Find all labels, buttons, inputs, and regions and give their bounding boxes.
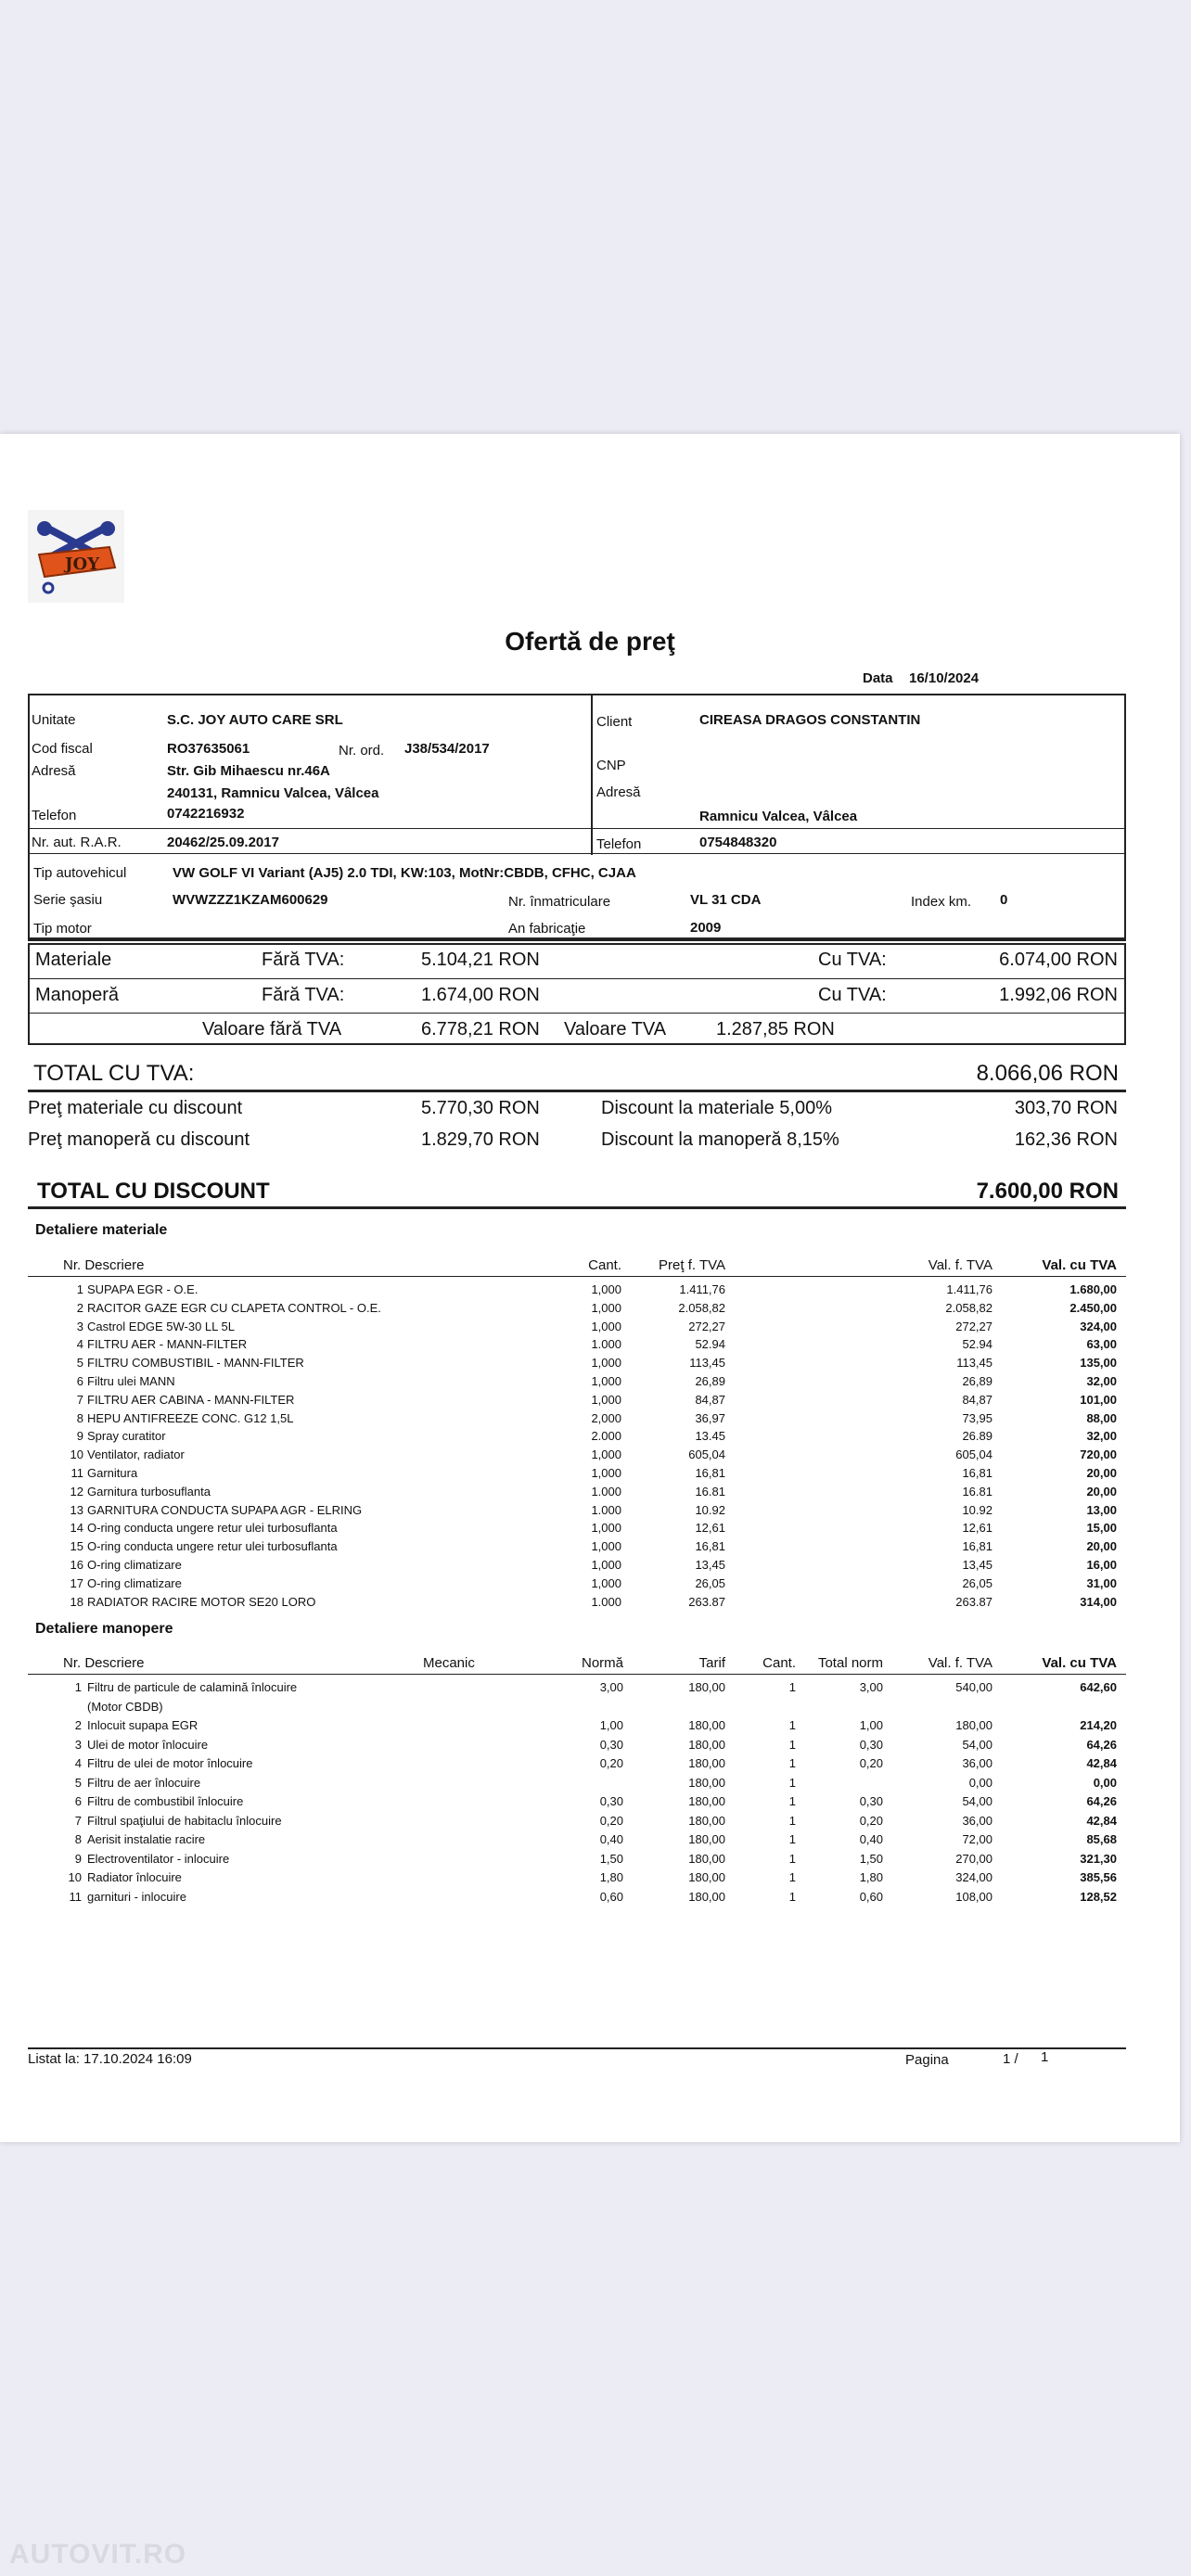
material-cell-nr: 15 [70, 1539, 83, 1554]
labor-header-valtva: Val. cu TVA [1042, 1655, 1117, 1671]
material-cell-desc: Castrol EDGE 5W-30 LL 5L [87, 1319, 235, 1333]
material-cell-pret: 13,45 [695, 1558, 725, 1572]
date-value: 16/10/2024 [909, 670, 980, 686]
materiale-fara-tva-label: Fără TVA: [262, 950, 345, 970]
material-cell-desc: O-ring conducta ungere retur ulei turbosuflanta [87, 1539, 338, 1554]
unit-adresa-line2: 240131, Ramnicu Valcea, Vâlcea [167, 785, 379, 801]
material-cell-val: 16,81 [962, 1466, 992, 1480]
nr-ord-value: J38/534/2017 [404, 741, 490, 757]
material-cell-cant: 1,000 [591, 1521, 621, 1536]
material-cell-cant: 2.000 [591, 1429, 621, 1444]
labor-cell-valtva: 385,56 [1080, 1870, 1117, 1884]
client-telefon-value: 0754848320 [699, 835, 777, 850]
material-cell-valtva: 88,00 [1086, 1410, 1117, 1425]
manopera-fara-tva-label: Fără TVA: [262, 985, 345, 1005]
material-cell-cant: 1,000 [591, 1447, 621, 1462]
total-tva-label: TOTAL CU TVA: [33, 1061, 195, 1086]
material-cell-cant: 1,000 [591, 1356, 621, 1371]
labor-cell-cant: 1 [788, 1756, 796, 1770]
labor-cell-desc: Filtru de combustibil înlocuire [87, 1794, 244, 1808]
material-cell-val: 16.81 [962, 1484, 992, 1498]
material-cell-pret: 52.94 [695, 1337, 725, 1352]
material-cell-nr: 17 [70, 1575, 83, 1590]
labor-cell-norma: 0,20 [599, 1813, 623, 1828]
client-adresa-label: Adresă [596, 784, 641, 800]
nr-ord-label: Nr. ord. [339, 743, 385, 759]
material-cell-val: 1.411,76 [946, 1282, 992, 1296]
material-cell-val: 2.058,82 [945, 1300, 992, 1315]
labor-cell-tarif: 180,00 [688, 1870, 725, 1884]
material-cell-desc: RACITOR GAZE EGR CU CLAPETA CONTROL - O.E. [87, 1300, 381, 1315]
material-cell-pret: 84,87 [695, 1392, 725, 1407]
unit-adresa-line1: Str. Gib Mihaescu nr.46A [167, 763, 330, 779]
material-cell-cant: 1,000 [591, 1319, 621, 1333]
labor-cell-val: 180,00 [955, 1718, 992, 1732]
material-cell-nr: 10 [70, 1447, 83, 1462]
material-cell-pret: 2.058,82 [678, 1300, 725, 1315]
labor-cell-valtva: 321,30 [1080, 1851, 1117, 1866]
materials-header-pret: Preţ f. TVA [659, 1257, 725, 1273]
labor-cell-norma: 3,00 [599, 1680, 623, 1694]
page-total: 1 [1041, 2049, 1049, 2065]
labor-header-cant: Cant. [762, 1655, 796, 1671]
material-cell-desc: O-ring climatizare [87, 1558, 182, 1572]
km-value: 0 [1000, 892, 1008, 908]
listed-at: Listat la: 17.10.2024 16:09 [28, 2051, 192, 2067]
material-cell-cant: 1,000 [591, 1558, 621, 1572]
rar-label: Nr. aut. R.A.R. [32, 835, 122, 850]
manopera-cu-tva-value: 1.992,06 RON [999, 985, 1118, 1005]
material-cell-nr: 8 [76, 1410, 83, 1425]
labor-cell-valtva: 128,52 [1080, 1889, 1117, 1904]
materiale-cu-tva-value: 6.074,00 RON [999, 950, 1118, 970]
labor-cell-val: 540,00 [955, 1680, 992, 1694]
material-cell-nr: 14 [70, 1521, 83, 1536]
material-cell-val: 263.87 [955, 1594, 992, 1609]
labor-cell-nr: 4 [74, 1756, 82, 1770]
labor-cell-nr: 11 [69, 1889, 82, 1904]
material-cell-val: 113,45 [956, 1356, 992, 1371]
material-cell-valtva: 720,00 [1080, 1447, 1117, 1462]
manopera-label: Manoperă [35, 985, 120, 1005]
labor-cell-val: 0,00 [968, 1775, 992, 1790]
material-cell-desc: RADIATOR RACIRE MOTOR SE20 LORO [87, 1594, 316, 1609]
material-cell-pret: 605,04 [688, 1447, 725, 1462]
material-cell-valtva: 101,00 [1080, 1392, 1117, 1407]
material-cell-pret: 1.411,76 [679, 1282, 725, 1296]
labor-cell-tarif: 180,00 [688, 1737, 725, 1752]
pret-materiale-discount-label: Preţ materiale cu discount [28, 1098, 243, 1118]
manopera-fara-tva-value: 1.674,00 RON [421, 985, 540, 1005]
material-cell-nr: 7 [76, 1392, 83, 1407]
vin-label: Serie şasiu [33, 892, 103, 908]
discount-manopera-label: Discount la manoperă 8,15% [601, 1129, 839, 1150]
material-cell-nr: 16 [70, 1558, 83, 1572]
labor-cell-cant: 1 [788, 1832, 796, 1846]
labor-cell-desc: garnituri - inlocuire [87, 1889, 186, 1904]
materials-header-cant: Cant. [588, 1257, 621, 1273]
labor-cell-cant: 1 [788, 1870, 796, 1884]
material-cell-cant: 1.000 [591, 1502, 621, 1517]
labor-header-norma: Normă [581, 1655, 623, 1671]
material-cell-desc: Garnitura turbosuflanta [87, 1484, 211, 1498]
material-cell-cant: 1,000 [591, 1539, 621, 1554]
material-cell-nr: 3 [76, 1319, 83, 1333]
year-value: 2009 [690, 920, 722, 936]
labor-cell-nr: 3 [74, 1737, 82, 1752]
material-cell-desc: SUPAPA EGR - O.E. [87, 1282, 198, 1296]
labor-cell-total: 1,00 [859, 1718, 883, 1732]
material-cell-valtva: 16,00 [1086, 1558, 1117, 1572]
labor-cell-norma: 0,20 [599, 1756, 623, 1770]
valoare-tva-label: Valoare TVA [564, 1019, 667, 1039]
svg-text:JOY: JOY [65, 555, 100, 574]
labor-cell-norma: 1,80 [599, 1870, 623, 1884]
labor-cell-nr: 10 [68, 1870, 82, 1884]
pret-materiale-discount-value: 5.770,30 RON [421, 1098, 540, 1118]
labor-cell-desc: Radiator înlocuire [87, 1870, 182, 1884]
labor-cell-nr: 8 [74, 1832, 82, 1846]
labor-cell-cant: 1 [788, 1680, 796, 1694]
client-telefon-label: Telefon [596, 836, 642, 852]
client-label: Client [596, 714, 633, 730]
material-cell-valtva: 314,00 [1080, 1594, 1117, 1609]
labor-section-title: Detaliere manopere [35, 1621, 173, 1637]
labor-cell-desc: Filtru de aer înlocuire [87, 1775, 201, 1790]
labor-cell-total: 0,30 [859, 1794, 883, 1808]
labor-cell-tarif: 180,00 [688, 1775, 725, 1790]
material-cell-pret: 26,89 [695, 1374, 725, 1388]
total-discount-value: 7.600,00 RON [976, 1179, 1119, 1204]
labor-cell-tarif: 180,00 [688, 1756, 725, 1770]
material-cell-val: 13,45 [962, 1558, 992, 1572]
date-label: Data [863, 670, 893, 686]
material-cell-val: 26,05 [962, 1575, 992, 1590]
engine-type-label: Tip motor [33, 921, 92, 937]
material-cell-pret: 272,27 [688, 1319, 725, 1333]
material-cell-val: 52.94 [962, 1337, 992, 1352]
valoare-fara-tva-value: 6.778,21 RON [421, 1019, 540, 1039]
labor-cell-desc: Filtru de particule de calamină înlocuire [87, 1680, 298, 1694]
labor-cell-norma: 0,30 [599, 1737, 623, 1752]
valoare-fara-tva-label: Valoare fără TVA [202, 1019, 342, 1039]
unit-telefon-label: Telefon [32, 808, 77, 823]
material-cell-desc: FILTRU AER CABINA - MANN-FILTER [87, 1392, 295, 1407]
material-cell-nr: 5 [76, 1356, 83, 1371]
labor-cell-cant: 1 [788, 1794, 796, 1808]
labor-cell-valtva: 64,26 [1086, 1794, 1117, 1808]
labor-cell-norma: 0,40 [599, 1832, 623, 1846]
vehicle-type-value: VW GOLF VI Variant (AJ5) 2.0 TDI, KW:103, MotNr:CBDB, CFHC, CJAA [173, 865, 636, 881]
labor-cell-tarif: 180,00 [688, 1718, 725, 1732]
material-cell-cant: 1,000 [591, 1374, 621, 1388]
materials-header-val: Val. f. TVA [928, 1257, 992, 1273]
labor-cell-total: 0,30 [859, 1737, 883, 1752]
material-cell-val: 73,95 [962, 1410, 992, 1425]
material-cell-desc: FILTRU AER - MANN-FILTER [87, 1337, 248, 1352]
unit-telefon-value: 0742216932 [167, 806, 245, 822]
material-cell-valtva: 2.450,00 [1069, 1300, 1117, 1315]
km-label: Index km. [911, 894, 972, 910]
total-discount-label: TOTAL CU DISCOUNT [37, 1179, 270, 1204]
labor-cell-val: 36,00 [962, 1813, 992, 1828]
labor-cell-total: 0,20 [859, 1813, 883, 1828]
labor-cell-tarif: 180,00 [688, 1832, 725, 1846]
labor-cell-tarif: 180,00 [688, 1680, 725, 1694]
labor-cell-cant: 1 [788, 1851, 796, 1866]
labor-cell-val: 108,00 [955, 1889, 992, 1904]
material-cell-pret: 113,45 [689, 1356, 725, 1371]
vehicle-type-label: Tip autovehicul [33, 865, 127, 881]
labor-cell-norma: 1,50 [599, 1851, 623, 1866]
labor-header-val: Val. f. TVA [928, 1655, 992, 1671]
material-cell-nr: 1 [76, 1282, 83, 1296]
materiale-cu-tva-label: Cu TVA: [818, 950, 887, 970]
material-cell-valtva: 135,00 [1080, 1356, 1117, 1371]
labor-cell-total: 3,00 [859, 1680, 883, 1694]
material-cell-pret: 13.45 [695, 1429, 725, 1444]
material-cell-desc: Ventilator, radiator [87, 1447, 185, 1462]
labor-cell-desc: Aerisit instalatie racire [87, 1832, 206, 1846]
vin-value: WVWZZZ1KZAM600629 [173, 892, 328, 908]
labor-cell-nr: 2 [74, 1718, 82, 1732]
material-cell-cant: 1,000 [591, 1300, 621, 1315]
labor-cell-valtva: 85,68 [1086, 1832, 1117, 1846]
material-cell-cant: 1,000 [591, 1282, 621, 1296]
labor-cell-tarif: 180,00 [688, 1794, 725, 1808]
material-cell-val: 16,81 [962, 1539, 992, 1554]
labor-header-nr: Nr. Descriere [63, 1655, 145, 1671]
material-cell-pret: 16,81 [695, 1466, 725, 1480]
labor-cell-norma: 0,30 [599, 1794, 623, 1808]
material-cell-desc: Spray curatitor [87, 1429, 166, 1444]
labor-cell-total: 0,20 [859, 1756, 883, 1770]
pret-manopera-discount-label: Preţ manoperă cu discount [28, 1129, 250, 1150]
discount-materiale-value: 303,70 RON [1014, 1098, 1118, 1118]
material-cell-valtva: 32,00 [1086, 1374, 1117, 1388]
labor-cell-cant: 1 [788, 1737, 796, 1752]
rar-value: 20462/25.09.2017 [167, 835, 279, 850]
labor-cell-val: 54,00 [962, 1794, 992, 1808]
company-logo [28, 510, 124, 603]
material-cell-pret: 10.92 [695, 1502, 725, 1517]
labor-cell-norma: 0,60 [599, 1889, 623, 1904]
labor-cell-desc: Electroventilator - inlocuire [87, 1851, 230, 1866]
page-number: 1 / [1003, 2051, 1018, 2067]
material-cell-val: 272,27 [955, 1319, 992, 1333]
labor-cell-total: 1,80 [859, 1870, 883, 1884]
plate-value: VL 31 CDA [690, 892, 762, 908]
cod-fiscal-label: Cod fiscal [32, 741, 93, 757]
labor-cell-val: 72,00 [962, 1832, 992, 1846]
labor-cell-valtva: 42,84 [1086, 1813, 1117, 1828]
labor-cell-tarif: 180,00 [688, 1813, 725, 1828]
labor-header-tarif: Tarif [698, 1655, 725, 1671]
material-cell-cant: 1.000 [591, 1484, 621, 1498]
material-cell-cant: 1.000 [591, 1594, 621, 1609]
material-cell-valtva: 20,00 [1086, 1466, 1117, 1480]
labor-cell-nr: 6 [74, 1794, 82, 1808]
labor-header-mecanic: Mecanic [423, 1655, 475, 1671]
material-cell-valtva: 15,00 [1086, 1521, 1117, 1536]
material-cell-cant: 1,000 [591, 1575, 621, 1590]
material-cell-pret: 36,97 [695, 1410, 725, 1425]
material-cell-desc: HEPU ANTIFREEZE CONC. G12 1,5L [87, 1410, 294, 1425]
labor-cell-valtva: 0,00 [1093, 1775, 1117, 1790]
material-cell-desc: Filtru ulei MANN [87, 1374, 175, 1388]
labor-cell-cant: 1 [788, 1813, 796, 1828]
material-cell-pret: 16.81 [695, 1484, 725, 1498]
material-cell-val: 605,04 [955, 1447, 992, 1462]
labor-cell-cant: 1 [788, 1775, 796, 1790]
watermark: AUTOVIT.RO [9, 2539, 187, 2570]
material-cell-desc: Garnitura [87, 1466, 138, 1480]
labor-cell-nr: 5 [74, 1775, 82, 1790]
material-cell-nr: 2 [76, 1300, 83, 1315]
labor-cell-val: 270,00 [955, 1851, 992, 1866]
labor-cell-norma: 1,00 [599, 1718, 623, 1732]
labor-cell-val: 324,00 [955, 1870, 992, 1884]
materials-section-title: Detaliere materiale [35, 1222, 168, 1238]
labor-cell-nr: 9 [74, 1851, 82, 1866]
valoare-tva-value: 1.287,85 RON [716, 1019, 835, 1039]
materiale-fara-tva-value: 5.104,21 RON [421, 950, 540, 970]
document-page [0, 434, 1180, 2142]
labor-cell-total: 0,40 [859, 1832, 883, 1846]
material-cell-desc: FILTRU COMBUSTIBIL - MANN-FILTER [87, 1356, 304, 1371]
material-cell-nr: 9 [76, 1429, 83, 1444]
labor-cell-valtva: 214,20 [1080, 1718, 1117, 1732]
material-cell-val: 10.92 [962, 1502, 992, 1517]
labor-cell-nr: 1 [74, 1680, 82, 1694]
material-cell-valtva: 31,00 [1086, 1575, 1117, 1590]
cnp-label: CNP [596, 758, 626, 773]
labor-cell-total: 0,60 [859, 1889, 883, 1904]
materials-header-nr: Nr. Descriere [63, 1257, 145, 1273]
client-value: CIREASA DRAGOS CONSTANTIN [699, 712, 921, 728]
materiale-label: Materiale [35, 950, 112, 970]
material-cell-nr: 11 [70, 1466, 83, 1480]
labor-cell-valtva: 64,26 [1086, 1737, 1117, 1752]
labor-cell-val: 54,00 [962, 1737, 992, 1752]
labor-cell-val: 36,00 [962, 1756, 992, 1770]
labor-cell-tarif: 180,00 [688, 1889, 725, 1904]
total-tva-value: 8.066,06 RON [976, 1061, 1119, 1086]
material-cell-valtva: 1.680,00 [1069, 1282, 1117, 1296]
material-cell-desc: O-ring conducta ungere retur ulei turbosuflanta [87, 1521, 338, 1536]
material-cell-val: 84,87 [962, 1392, 992, 1407]
material-cell-cant: 1,000 [591, 1466, 621, 1480]
material-cell-pret: 263.87 [688, 1594, 725, 1609]
unit-value: S.C. JOY AUTO CARE SRL [167, 712, 343, 728]
manopera-cu-tva-label: Cu TVA: [818, 985, 887, 1005]
material-cell-valtva: 20,00 [1086, 1539, 1117, 1554]
labor-cell-tarif: 180,00 [688, 1851, 725, 1866]
material-cell-cant: 1.000 [591, 1337, 621, 1352]
page-label: Pagina [905, 2052, 949, 2068]
material-cell-desc: O-ring climatizare [87, 1575, 182, 1590]
page-title: Ofertă de preţ [505, 627, 675, 656]
unit-label: Unitate [32, 712, 76, 728]
material-cell-valtva: 324,00 [1080, 1319, 1117, 1333]
labor-cell-desc: Filtru de ulei de motor înlocuire [87, 1756, 253, 1770]
labor-cell-desc: Filtrul spaţiului de habitaclu înlocuire [87, 1813, 282, 1828]
material-cell-val: 12,61 [962, 1521, 992, 1536]
unit-adresa-label: Adresă [32, 763, 76, 779]
labor-cell-cant: 1 [788, 1889, 796, 1904]
material-cell-nr: 12 [70, 1484, 83, 1498]
labor-cell-desc: Inlocuit supapa EGR [87, 1718, 198, 1732]
client-adresa-value: Ramnicu Valcea, Vâlcea [699, 809, 858, 824]
material-cell-nr: 4 [76, 1337, 83, 1352]
discount-manopera-value: 162,36 RON [1014, 1129, 1118, 1150]
material-cell-desc: GARNITURA CONDUCTA SUPAPA AGR - ELRING [87, 1502, 363, 1517]
material-cell-nr: 6 [76, 1374, 83, 1388]
labor-cell-cant: 1 [788, 1718, 796, 1732]
material-cell-pret: 12,61 [695, 1521, 725, 1536]
material-cell-cant: 1,000 [591, 1392, 621, 1407]
material-cell-val: 26,89 [962, 1374, 992, 1388]
labor-cell-valtva: 42,84 [1086, 1756, 1117, 1770]
pret-manopera-discount-value: 1.829,70 RON [421, 1129, 540, 1150]
material-cell-valtva: 32,00 [1086, 1429, 1117, 1444]
labor-cell-nr: 7 [74, 1813, 82, 1828]
labor-cell-desc2: (Motor CBDB) [87, 1699, 163, 1714]
material-cell-valtva: 20,00 [1086, 1484, 1117, 1498]
labor-header-total: Total norm [817, 1655, 883, 1671]
materials-header-valtva: Val. cu TVA [1042, 1257, 1117, 1273]
labor-cell-desc: Ulei de motor înlocuire [87, 1737, 209, 1752]
material-cell-nr: 13 [70, 1502, 83, 1517]
labor-cell-total: 1,50 [859, 1851, 883, 1866]
material-cell-valtva: 63,00 [1086, 1337, 1117, 1352]
material-cell-valtva: 13,00 [1086, 1502, 1117, 1517]
material-cell-nr: 18 [70, 1594, 83, 1609]
material-cell-cant: 2,000 [591, 1410, 621, 1425]
plate-label: Nr. înmatriculare [508, 894, 611, 910]
material-cell-pret: 16,81 [695, 1539, 725, 1554]
year-label: An fabricaţie [508, 921, 586, 937]
labor-cell-valtva: 642,60 [1080, 1680, 1117, 1694]
material-cell-pret: 26,05 [695, 1575, 725, 1590]
discount-materiale-label: Discount la materiale 5,00% [601, 1098, 833, 1118]
cod-fiscal-value: RO37635061 [167, 741, 250, 757]
material-cell-val: 26.89 [962, 1429, 992, 1444]
